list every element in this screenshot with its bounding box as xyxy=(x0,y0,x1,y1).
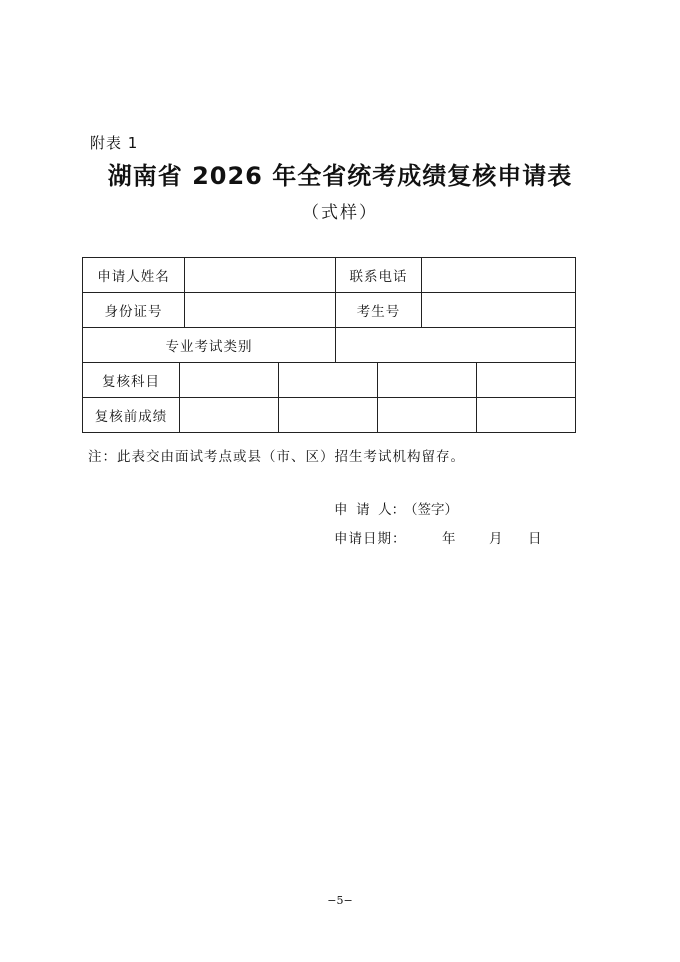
label-score-before-review: 复核前成绩 xyxy=(94,409,168,425)
input-exam-category[interactable] xyxy=(336,328,575,362)
input-score-1[interactable] xyxy=(180,398,278,432)
input-applicant-name[interactable] xyxy=(185,258,335,292)
date-year-label: 年 xyxy=(442,531,456,547)
page-number: −5− xyxy=(327,894,353,907)
input-review-subject-1[interactable] xyxy=(180,363,278,397)
label-applicant-name: 申请人姓名 xyxy=(97,269,170,285)
label-exam-category: 专业考试类别 xyxy=(165,339,253,355)
input-review-subject-3[interactable] xyxy=(378,363,476,397)
label-contact-phone: 联系电话 xyxy=(349,269,408,285)
application-form-table xyxy=(82,257,576,433)
applicant-signature-hint: （签字） xyxy=(404,502,458,518)
applicant-signature-label: 申 请 人： xyxy=(334,502,406,518)
label-id-number: 身份证号 xyxy=(104,304,163,320)
form-subtitle: （式样） xyxy=(302,203,378,223)
input-id-number[interactable] xyxy=(185,293,335,327)
input-review-subject-2[interactable] xyxy=(279,363,377,397)
table-border-bottom xyxy=(82,432,576,433)
date-month-label: 月 xyxy=(489,531,503,547)
input-exam-number[interactable] xyxy=(422,293,575,327)
input-score-4[interactable] xyxy=(477,398,575,432)
input-review-subject-4[interactable] xyxy=(477,363,575,397)
table-border-right xyxy=(575,257,576,433)
form-note: 注：此表交由面试考点或县（市、区）招生考试机构留存。 xyxy=(88,449,465,465)
date-day-label: 日 xyxy=(528,531,542,547)
form-title: 湖南省 2026 年全省统考成绩复核申请表 xyxy=(107,162,573,190)
label-review-subject: 复核科目 xyxy=(102,374,160,390)
appendix-label: 附表 1 xyxy=(90,134,139,152)
label-exam-number: 考生号 xyxy=(356,304,401,320)
input-score-2[interactable] xyxy=(279,398,377,432)
application-date-label: 申请日期： xyxy=(334,531,407,547)
input-contact-phone[interactable] xyxy=(422,258,575,292)
input-score-3[interactable] xyxy=(378,398,476,432)
